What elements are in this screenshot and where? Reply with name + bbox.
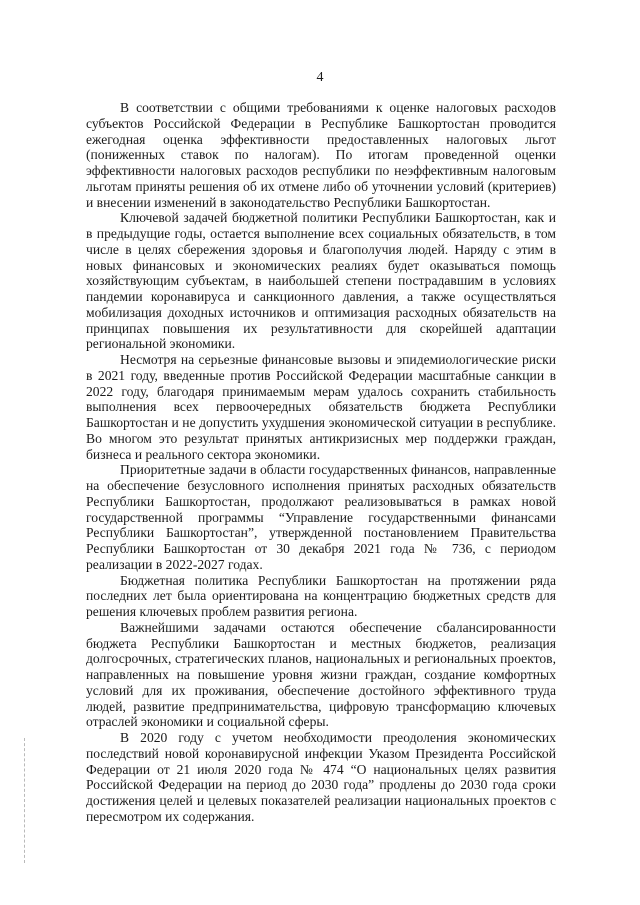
paragraph-tax-expenditures: В соответствии с общими требованиями к оценке налоговых расходов субъектов Российской Федерации в Республике Башкортостан проводится ежегодная оценка эффективности предоставленных налоговых льгот (пониженных ставок по налогам). По итогам проведенной оценки эффективности налоговых расходов республики по неэффективным налоговым льготам приняты решения об их отмене либо об уточнении условий (критериев) и внесении изменений в законодательство Республики Башкортостан. xyxy=(86,100,556,210)
paragraph-priority-tasks: Приоритетные задачи в области государственных финансов, направленные на обеспечение безусловного исполнения принятых расходных обязательств Республики Башкортостан, продолжают реализовываться в рамках новой государственной программы “Управление государственными финансами Республики Башкортостан”, утвержденной постановлением Правительства Республики Башкортостан от 30 декабря 2021 года № 736, с периодом реализации в 2022-2027 годах. xyxy=(86,462,556,572)
document-body xyxy=(86,100,556,825)
page-number: 4 xyxy=(316,70,324,85)
scan-margin-line xyxy=(24,738,25,863)
paragraph-main-objectives: Важнейшими задачами остаются обеспечение сбалансированности бюджета Республики Башкортостан и местных бюджетов, реализация долгосрочных, стратегических планов, национальных и региональных проектов, направленных на повышение уровня жизни граждан, создание комфортных условий для их проживания, обеспечение достойного эффективного труда людей, развитие предпринимательства, цифровую трансформацию ключевых отраслей экономики и социальной сферы. xyxy=(86,619,556,730)
paragraph-national-goals-2020: В 2020 году с учетом необходимости преодоления экономических последствий новой коронавирусной инфекции Указом Президента Российской Федерации от 21 июля 2020 года № 474 “О национальных целях развития Российской Федерации на период до 2030 года” продлены до 2030 года сроки достижения целей и целевых показателей реализации национальных проектов с пересмотром их содержания. xyxy=(86,730,556,824)
paragraph-key-budget-task: Ключевой задачей бюджетной политики Республики Башкортостан, как и в предыдущие годы, остается выполнение всех социальных обязательств, в том числе в целях сбережения здоровья и благополучия людей. Наряду с этим в новых финансовых и экономических реалиях будет оказываться помощь хозяйствующим субъектам, в наибольшей степени пострадавшим в условиях пандемии коронавируса и санкционного давления, а также осуществляться мобилизация доходных источников и оптимизация расходных обязательств на принципах повышения их результативности для скорейшей адаптации региональной экономики. xyxy=(86,210,556,352)
paragraph-budget-policy: Бюджетная политика Республики Башкортостан на протяжении ряда последних лет была ориентирована на концентрацию бюджетных средств для решения ключевых проблем развития региона. xyxy=(86,572,556,619)
paragraph-financial-challenges: Несмотря на серьезные финансовые вызовы и эпидемиологические риски в 2021 году, введенные против Российской Федерации масштабные санкции в 2022 году, благодаря принимаемым мерам удалось сохранить стабильность выполнения всех первоочередных обязательств бюджета Республики Башкортостан и не допустить ухудшения экономической ситуации в республике. Во многом это результат принятых антикризисных мер поддержки граждан, бизнеса и реального сектора экономики. xyxy=(86,352,556,462)
